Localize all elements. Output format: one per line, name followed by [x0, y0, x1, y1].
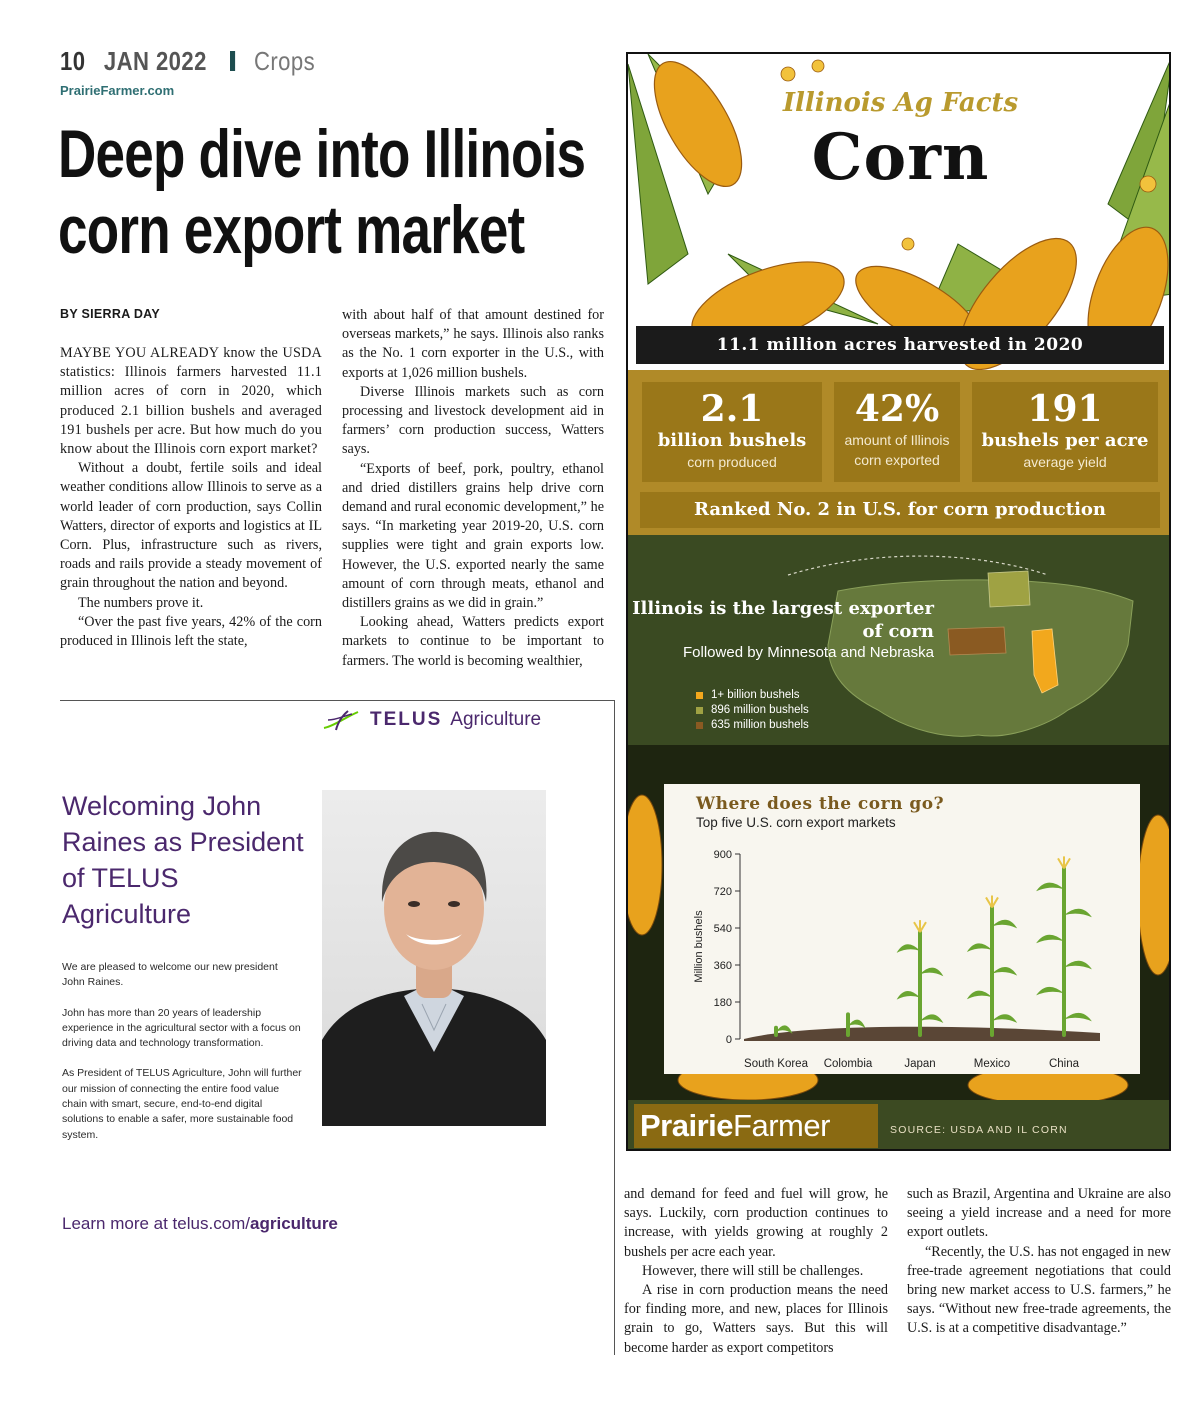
article-paragraph: Without a doubt, fertile soils and ideal weather conditions allow Illinois to serve as a world leader of corn production, says Collin Watters, director of exports and logistics at IL Corn. Plus, infrastructure such as rivers, roads and rails provide a steady movement of grain throughout the nation and beyond.	[60, 460, 322, 592]
website-link[interactable]: PrairieFarmer.com	[60, 83, 175, 98]
ad-divider-top	[60, 700, 615, 701]
stat-value: 2.1	[700, 388, 764, 430]
x-tick-label: Mexico	[973, 1058, 1011, 1070]
legend-item	[696, 718, 809, 733]
plant-leaf	[897, 991, 920, 1000]
stat-unit: bushels per acre	[981, 430, 1149, 451]
folio	[60, 46, 315, 77]
telus-logo[interactable]	[322, 708, 541, 732]
byline: BY SIERRA DAY	[60, 307, 160, 321]
stat-yield	[972, 382, 1158, 482]
ad-paragraph: John has more than 20 years of leadership experience in the agricultural sector with a focus on driving data and technology transformation.	[62, 1006, 301, 1050]
plant-leaf	[992, 1014, 1017, 1023]
portrait-photo	[322, 790, 546, 1126]
article-paragraph: The numbers prove it.	[78, 594, 204, 611]
rank-banner: Ranked No. 2 in U.S. for corn production	[640, 492, 1160, 528]
plant-leaf	[1036, 935, 1064, 944]
plant-leaf	[897, 944, 920, 953]
ad-cta-link[interactable]	[62, 1214, 338, 1234]
article-column-1	[60, 344, 322, 651]
legend-label: 1+ billion bushels	[711, 689, 800, 701]
article-paragraph: “Recently, the U.S. has not engaged in new free-trade agreement negotiations that could bring new market access to U.S. farmers,” he says. “Without new free-trade agreements, the U.S. is at a competitive disadvantage.”	[907, 1243, 1171, 1337]
chart-subtitle: Top five U.S. corn export markets	[696, 815, 896, 830]
legend-swatch	[696, 707, 703, 714]
article-paragraph: Diverse Illinois markets such as corn processing and livestock development aid in farmers’ corn production success, Watters says.	[342, 383, 604, 458]
stat-production	[642, 382, 822, 482]
y-axis-label: Million bushels	[693, 910, 705, 983]
telus-leaf-icon	[322, 708, 362, 732]
export-markets-chart	[688, 844, 1108, 1074]
plant-tassel	[986, 895, 998, 907]
y-tick-label: 540	[713, 923, 732, 935]
ad-paragraph: We are pleased to welcome our new president John Raines.	[62, 961, 278, 989]
legend-item	[696, 703, 809, 718]
export-heading: Illinois is the largest exporter of corn	[632, 598, 934, 642]
article-headline	[58, 116, 586, 268]
issue-date: JAN 2022	[103, 46, 207, 76]
section-name: Crops	[253, 46, 316, 76]
stat-caption: average yield	[1023, 454, 1107, 470]
article-paragraph: However, there will still be challenges.	[642, 1262, 864, 1279]
stats-panel	[628, 370, 1171, 535]
article-paragraph: MAYBE YOU ALREADY know the USDA statistics: Illinois farmers harvested 11.1 million acres of corn in 2020, which produced 2.1 billion bushels and averaged 191 bushels per acre. But how much do you know about the Illinois corn export market?	[60, 345, 322, 458]
legend-swatch	[696, 722, 703, 729]
ad-divider-right	[614, 700, 615, 1355]
plant-leaf	[848, 1020, 865, 1029]
page-number: 10	[60, 46, 86, 76]
y-tick-label: 360	[713, 960, 732, 972]
stat-caption: amount of Illinois corn exported	[844, 432, 950, 468]
stat-exported	[834, 382, 960, 482]
article-paragraph: “Over the past five years, 42% of the corn produced in Illinois left the state,	[60, 613, 322, 650]
plant-leaf	[1064, 1013, 1092, 1022]
ad-cta-bold: agriculture	[250, 1214, 338, 1233]
infographic-title: Corn	[811, 120, 990, 195]
stat-value: 42%	[854, 388, 940, 430]
y-tick-label: 180	[713, 997, 732, 1009]
y-tick-label: 0	[725, 1034, 732, 1046]
x-tick-label: China	[1048, 1058, 1080, 1070]
acres-banner: 11.1 million acres harvested in 2020	[636, 326, 1164, 364]
plant-leaf	[920, 968, 943, 977]
source-note: SOURCE: USDA AND IL CORN	[890, 1124, 1068, 1136]
article-paragraph: “Exports of beef, pork, poultry, ethanol and dried distillers grains help drive corn demand and rural economic development,” he says. “In marketing year 2019-20, U.S. corn supplies were tight and grain exports low. However, the U.S. exported nearly the same amount of corn through meats, ethanol and distillers grains as we did in grain.”	[342, 460, 604, 612]
plant-leaf	[967, 943, 992, 952]
y-tick-label: 900	[713, 849, 732, 861]
article-paragraph: Looking ahead, Watters predicts export markets to continue to be important to farmers. The world is becoming wealthier,	[342, 614, 604, 669]
article-column-4	[907, 1185, 1171, 1339]
plant-leaf	[1036, 987, 1064, 996]
plant-tassel	[1058, 856, 1070, 868]
infographic-subtitle: Illinois Ag Facts	[782, 88, 1019, 118]
plant-leaf	[992, 967, 1017, 976]
x-tick-label: Colombia	[823, 1058, 873, 1070]
ad-paragraph: As President of TELUS Agriculture, John will further our mission of connecting the entire food value chain with smart, secure, end-to-end digital solutions to enable a safer, more sustainable food system.	[62, 1067, 302, 1141]
ad-title: Welcoming John Raines as President of TELUS Agriculture	[62, 791, 304, 929]
article-paragraph: and demand for feed and fuel will grow, he says. Luckily, corn production continues to increase, with yields growing at roughly 2 bushels per acre each year.	[624, 1186, 888, 1260]
plant-leaf	[992, 920, 1017, 929]
headline-line-2: corn export market	[58, 192, 525, 268]
stat-unit: billion bushels	[657, 430, 807, 451]
ad-body	[62, 960, 302, 1158]
stat-caption: corn produced	[687, 454, 777, 470]
plant-leaf	[920, 1014, 943, 1023]
x-tick-label: Japan	[904, 1058, 936, 1070]
stat-value: 191	[1027, 388, 1103, 430]
article-paragraph: A rise in corn production means the need for finding more, and new, places for Illinois grain to go, Watters says. But this will become harder as export competitors	[624, 1282, 888, 1356]
y-tick-label: 720	[713, 886, 732, 898]
plant-leaf	[1064, 909, 1092, 918]
plant-tassel	[914, 920, 926, 932]
portrait-illustration	[322, 790, 546, 1126]
chart-title: Where does the corn go?	[696, 794, 945, 814]
article-paragraph: with about half of that amount destined for overseas markets,” he says. Illinois also ranks as the No. 1 corn exporter in the U.S., with exports at 1,026 million bushels.	[342, 307, 604, 381]
prairie-farmer-logo[interactable]	[634, 1104, 878, 1148]
legend-item	[696, 688, 809, 703]
legend-swatch	[696, 692, 703, 699]
export-subheading: Followed by Minnesota and Nebraska	[683, 644, 934, 661]
x-tick-label: South Korea	[744, 1058, 808, 1070]
map-legend	[696, 688, 809, 733]
headline-line-1: Deep dive into Illinois	[58, 116, 586, 192]
corn-infographic	[626, 52, 1171, 1151]
telus-agriculture-label: Agriculture	[450, 709, 542, 730]
telus-wordmark: TELUS	[370, 709, 443, 730]
article-column-3	[624, 1185, 888, 1358]
plant-leaf	[1036, 883, 1064, 892]
plant-leaf	[967, 991, 992, 1000]
legend-label: 896 million bushels	[711, 704, 809, 716]
logo-rest: Farmer	[733, 1108, 830, 1143]
logo-bold: Prairie	[640, 1108, 734, 1143]
folio-divider	[230, 51, 235, 71]
article-paragraph: such as Brazil, Argentina and Ukraine are also seeing a yield increase and a need for more export outlets.	[907, 1186, 1171, 1241]
ad-cta-prefix: Learn more at telus.com/	[62, 1214, 251, 1233]
article-column-2	[342, 306, 604, 671]
legend-label: 635 million bushels	[711, 719, 809, 731]
plant-leaf	[1064, 961, 1092, 970]
